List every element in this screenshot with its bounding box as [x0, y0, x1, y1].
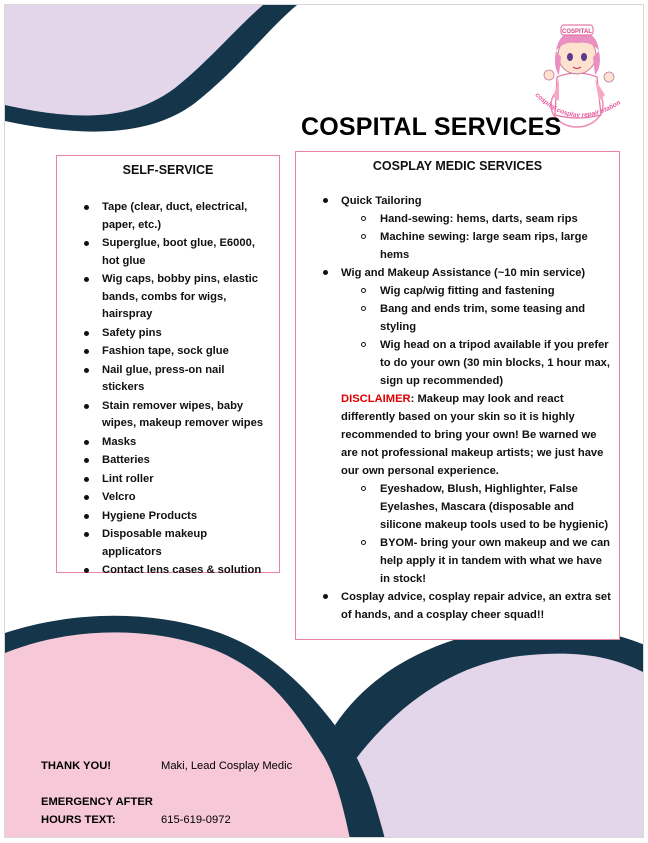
- list-item-text: Nail glue, press-on nail stickers: [102, 363, 225, 393]
- sub-item-text: Eyeshadow, Blush, Highlighter, False Eyelashes, Mascara (disposable and silicone makeup tools used to be hygienic): [380, 483, 609, 531]
- list-item-advice: [296, 588, 619, 624]
- circle-bullet-icon: [361, 216, 366, 221]
- page-title: COSPITAL SERVICES: [301, 113, 562, 141]
- list-item: [57, 199, 279, 234]
- list-item-wig-makeup: [296, 264, 619, 390]
- makeup-list-container: [296, 480, 619, 588]
- self-service-list: [57, 199, 279, 580]
- bullet-icon: [323, 270, 328, 275]
- disclaimer-label: DISCLAIMER: [341, 393, 411, 405]
- makeup-list: [296, 480, 619, 624]
- self-service-panel: [56, 155, 280, 576]
- list-item-text: Batteries: [102, 454, 150, 466]
- list-item-text: Superglue, boot glue, E6000, hot glue: [102, 237, 255, 267]
- bullet-icon: [84, 440, 89, 445]
- makeup-disclaimer: [296, 390, 619, 480]
- sub-item-text: Machine sewing: large seam rips, large hems: [380, 231, 588, 261]
- sub-list-item: [341, 228, 611, 264]
- sub-item-text: Bang and ends trim, some teasing and styling: [380, 303, 586, 333]
- medic-services-panel: [295, 151, 620, 640]
- list-item: [57, 508, 279, 526]
- sub-item-text: BYOM- bring your own makeup and we can help apply it in tandem with what we have in stock!: [380, 537, 610, 585]
- list-item-text: Contact lens cases & solution: [102, 564, 262, 576]
- list-item: [57, 271, 279, 324]
- list-item-text: Cosplay advice, cosplay repair advice, an extra set of hands, and a cosplay cheer squad!!: [341, 591, 611, 621]
- list-item-text: Disposable makeup applicators: [102, 528, 208, 558]
- list-item-text: Hygiene Products: [102, 509, 198, 522]
- bullet-icon: [84, 532, 89, 537]
- sub-list-item: [341, 534, 611, 588]
- list-item-text: Lint roller: [102, 472, 154, 485]
- list-item-text: Masks: [102, 435, 137, 448]
- list-item-text: Velcro: [102, 491, 136, 503]
- medic-services-list: [296, 192, 619, 390]
- thanks-value: Maki, Lead Cosplay Medic: [161, 760, 293, 772]
- bullet-icon: [323, 594, 328, 599]
- sub-list-item: [341, 282, 611, 300]
- list-item-text: Wig and Makeup Assistance (~10 min service): [341, 267, 586, 279]
- bullet-icon: [84, 514, 89, 519]
- circle-bullet-icon: [361, 288, 366, 293]
- list-item: [57, 325, 279, 343]
- list-item: [57, 471, 279, 489]
- thanks-label: THANK YOU!: [41, 760, 112, 772]
- makeup-sublist: [341, 480, 611, 588]
- logo-badge-text: COSPITAL: [562, 29, 592, 35]
- list-item-tailoring: [296, 192, 619, 264]
- bullet-icon: [84, 331, 89, 336]
- self-service-heading: SELF-SERVICE: [122, 163, 214, 177]
- circle-bullet-icon: [361, 306, 366, 311]
- list-item-text: Quick Tailoring: [341, 195, 422, 207]
- sub-list-item: [341, 300, 611, 336]
- bullet-icon: [84, 205, 89, 210]
- medic-services-heading: COSPLAY MEDIC SERVICES: [372, 159, 543, 173]
- circle-bullet-icon: [361, 342, 366, 347]
- logo-ring-text: cospital cosplay repair station: [533, 91, 623, 120]
- sub-list-item: [341, 336, 611, 390]
- circle-bullet-icon: [361, 234, 366, 239]
- tailoring-sublist: [341, 210, 611, 264]
- list-item-text: Fashion tape, sock glue: [102, 345, 229, 357]
- list-item: [57, 452, 279, 470]
- emergency-phone: 615-619-0972: [161, 814, 231, 826]
- bullet-icon: [84, 404, 89, 409]
- circle-bullet-icon: [361, 540, 366, 545]
- bullet-icon: [84, 349, 89, 354]
- sub-item-text: Wig cap/wig fitting and fastening: [380, 285, 555, 297]
- disclaimer-text: : Makeup may look and react differently based on your skin so it is highly recommended to bring your own! Be warned we are not professional makeup artists; we just have our own personal experience.: [341, 393, 604, 477]
- list-item: [57, 343, 279, 361]
- list-item: [57, 398, 279, 433]
- wig-sublist: [341, 282, 611, 390]
- bullet-icon: [84, 458, 89, 463]
- list-item-text: Stain remover wipes, baby wipes, makeup remover wipes: [102, 399, 264, 429]
- emergency-label-line1: EMERGENCY AFTER: [41, 796, 153, 808]
- bullet-icon: [84, 477, 89, 482]
- sub-item-text: Wig head on a tripod available if you prefer to do your own (30 min blocks, 1 hour max, sign up recommended): [380, 339, 610, 387]
- emergency-label-line2: HOURS TEXT:: [41, 814, 116, 826]
- sub-item-text: Hand-sewing: hems, darts, seam rips: [380, 213, 578, 225]
- bullet-icon: [84, 495, 89, 500]
- list-item-text: Safety pins: [102, 326, 162, 339]
- list-item-text: Tape (clear, duct, electrical, paper, etc.): [102, 201, 248, 231]
- bullet-icon: [323, 198, 328, 203]
- list-item: [57, 489, 279, 507]
- list-item: [57, 362, 279, 397]
- sub-list-item: [341, 480, 611, 534]
- list-item: [57, 526, 279, 561]
- list-item: [57, 235, 279, 270]
- list-item-text: Wig caps, bobby pins, elastic bands, combs for wigs, hairspray: [102, 273, 258, 320]
- flyer-page: [4, 4, 644, 838]
- circle-bullet-icon: [361, 486, 366, 491]
- bullet-icon: [84, 241, 89, 246]
- list-item: [57, 562, 279, 580]
- bullet-icon: [84, 368, 89, 373]
- sub-list-item: [341, 210, 611, 228]
- bullet-icon: [84, 277, 89, 282]
- list-item: [57, 434, 279, 452]
- bullet-icon: [84, 568, 89, 573]
